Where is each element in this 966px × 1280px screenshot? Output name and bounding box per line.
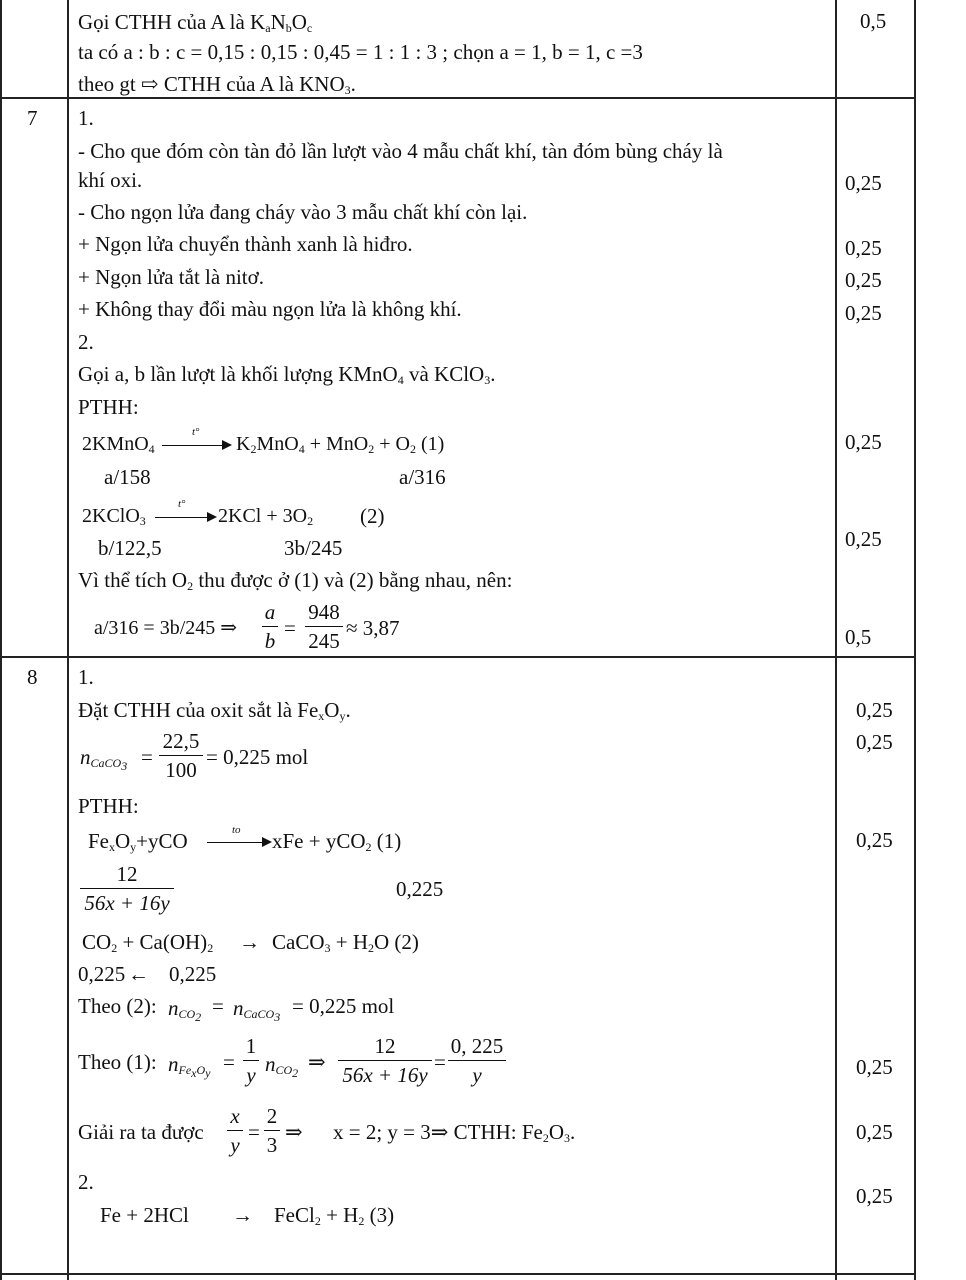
result-line: x = 2; y = 3⇒ CTHH: $Fe_2O_3$.	[333, 1120, 576, 1145]
mass-label: a/158	[104, 465, 151, 489]
answer-line: theo gt ⇨ CTHH của A là $KNO_3$.	[78, 72, 356, 97]
label: Theo (2):	[78, 994, 157, 1018]
score: 0,5	[860, 9, 887, 33]
score: 0,25	[856, 730, 893, 754]
equals-sign: =	[284, 616, 296, 640]
fraction-948-over-245	[305, 600, 343, 653]
fraction-22-5-over-100	[159, 729, 203, 782]
fraction-x-over-y	[227, 1104, 243, 1157]
numerator: 1	[245, 1034, 257, 1058]
answer-line: - Cho que đóm còn tàn đỏ lần lượt vào 4 mẫu chất khí, tàn đóm bùng cháy là	[78, 139, 723, 163]
table-column-divider	[835, 0, 837, 1280]
mass-label: 3b/245	[284, 536, 343, 560]
mole-value: 0,225	[396, 877, 444, 901]
denominator: 56x + 16y	[84, 891, 170, 915]
question-number: 7	[27, 106, 38, 130]
equation-lhs: $Fe_xO_y+yCO$	[88, 829, 188, 854]
score: 0,5	[845, 625, 872, 649]
answer-line: + Ngọn lửa tắt là nitơ.	[78, 265, 264, 289]
answer-line: + Không thay đổi màu ngọn lửa là không khí.	[78, 297, 462, 321]
equation-rhs: $2KCl + 3O_2$	[218, 505, 314, 528]
denominator: y	[230, 1133, 240, 1157]
implies-icon: ⇒	[285, 1120, 303, 1144]
numerator: 12	[116, 862, 138, 886]
denominator: 245	[308, 629, 340, 653]
equation-lhs: Fe + 2HCl	[100, 1203, 189, 1227]
numerator: 22,5	[162, 729, 200, 753]
score: 0,25	[856, 828, 893, 852]
reaction-condition: t°	[192, 426, 200, 438]
implies-icon: ⇒	[308, 1050, 326, 1074]
arrow-head-icon	[207, 512, 217, 522]
mole-value: 0,225	[78, 962, 126, 986]
score: 0,25	[845, 430, 882, 454]
numerator: 948	[308, 600, 340, 624]
score: 0,25	[856, 1120, 893, 1144]
numerator: 0, 225	[450, 1034, 504, 1058]
mole-symbol: $n_{CaCO_3}$	[233, 996, 281, 1024]
equation-rhs: $K_2MnO_4 + MnO_2 + O_2$ (1)	[236, 433, 445, 456]
fraction-12-over-mass	[80, 862, 174, 915]
equation-lhs: 2KMnO$_4$	[82, 433, 155, 456]
label: Giải ra ta được	[78, 1120, 204, 1144]
denominator: b	[264, 629, 276, 653]
fraction-2-over-3	[264, 1104, 280, 1157]
mole-value: = 0,225 mol	[206, 745, 309, 769]
equation-rhs: xFe + yCO$_2$ (1)	[272, 829, 402, 854]
answer-line: 1.	[78, 106, 94, 130]
score: 0,25	[845, 171, 882, 195]
score: 0,25	[845, 236, 882, 260]
mass-label: a/316	[399, 465, 446, 489]
fraction-12-over-mass	[338, 1034, 432, 1087]
answer-line: Gọi a, b lần lượt là khối lượng KMnO$_4$ và KClO$_3$.	[78, 362, 496, 387]
numerator: 2	[266, 1104, 278, 1128]
score: 0,25	[845, 268, 882, 292]
mole-value: = 0,225 mol	[292, 994, 395, 1018]
answer-line: + Ngọn lửa chuyển thành xanh là hiđro.	[78, 232, 413, 256]
label: Theo (1):	[78, 1050, 157, 1074]
equals-sign: =	[141, 745, 153, 769]
arrow-head-icon	[262, 837, 272, 847]
row-divider	[0, 656, 916, 658]
reaction-condition: t°	[178, 498, 186, 510]
reaction-condition: to	[232, 824, 241, 836]
fraction-1-over-y	[243, 1034, 259, 1087]
answer-line: PTHH:	[78, 794, 139, 818]
table-border-left	[0, 0, 2, 1280]
question-number: 8	[27, 665, 38, 689]
approx-value: ≈ 3,87	[346, 616, 400, 640]
denominator: 3	[266, 1133, 278, 1157]
answer-line: - Cho ngọn lửa đang cháy vào 3 mẫu chất khí còn lại.	[78, 200, 528, 224]
score: 0,25	[856, 1184, 893, 1208]
answer-line: 2.	[78, 330, 94, 354]
numerator: x	[230, 1104, 240, 1128]
equals-sign: =	[248, 1120, 260, 1144]
arrow-icon: →	[232, 1203, 253, 1227]
denominator: y	[472, 1063, 482, 1087]
equation-tag: (2)	[360, 504, 385, 528]
equals-sign: =	[434, 1050, 446, 1074]
numerator: 12	[374, 1034, 396, 1058]
reaction-arrow	[162, 445, 222, 446]
table-column-divider	[67, 0, 69, 1280]
equation-rhs: CaCO$_3$ + $H_2O$ (2)	[272, 930, 419, 955]
mole-symbol: $n_{Fe_xO_y}$	[168, 1052, 211, 1080]
score: 0,25	[845, 301, 882, 325]
equals-sign: =	[212, 994, 224, 1018]
fraction-0225-over-y	[448, 1034, 506, 1087]
equation-lhs: 2KClO$_3$	[82, 505, 146, 528]
score: 0,25	[856, 1055, 893, 1079]
mole-symbol: $n_{CO_2}$	[265, 1052, 299, 1080]
mole-value: 0,225	[169, 962, 217, 986]
equation-rhs: FeCl$_2$ + $H_2$ (3)	[274, 1203, 395, 1228]
answer-line: Vì thể tích $O_2$ thu được ở (1) và (2) bằng nhau, nên:	[78, 568, 513, 593]
score: 0,25	[856, 698, 893, 722]
answer-line: khí oxi.	[78, 168, 143, 192]
ratio-equation: a/316 = 3b/245 ⇒	[94, 617, 238, 639]
numerator: a	[264, 600, 276, 624]
mass-label: b/122,5	[98, 536, 162, 560]
denominator: 100	[165, 758, 197, 782]
mole-symbol: $n_{CaCO_3}$	[80, 745, 128, 773]
answer-line: 2.	[78, 1170, 94, 1194]
answer-line: ta có a : b : c = 0,15 : 0,15 : 0,45 = 1 : 1 : 3 ; chọn a = 1, b = 1, c =3	[78, 40, 643, 64]
fraction-a-over-b	[262, 600, 278, 653]
answer-line: Gọi CTHH của A là $K_aN_bO_c$	[78, 10, 313, 35]
table-border-right	[914, 0, 916, 1280]
reaction-arrow	[155, 517, 207, 518]
reaction-arrow	[207, 842, 262, 843]
denominator: y	[246, 1063, 256, 1087]
equals-sign: =	[223, 1050, 235, 1074]
arrow-icon: →	[239, 930, 260, 954]
answer-line: 1.	[78, 665, 94, 689]
left-arrow-icon: ←	[128, 962, 149, 986]
table-border-bottom	[0, 1273, 916, 1275]
arrow-head-icon	[222, 440, 232, 450]
equation-lhs: $CO_2 + Ca(OH)_2$	[82, 930, 214, 955]
answer-line: Đặt CTHH của oxit sắt là $Fe_xO_y$.	[78, 698, 351, 723]
answer-line: PTHH:	[78, 395, 139, 419]
mole-symbol: $n_{CO_2}$	[168, 996, 202, 1024]
denominator: 56x + 16y	[342, 1063, 428, 1087]
score: 0,25	[845, 527, 882, 551]
